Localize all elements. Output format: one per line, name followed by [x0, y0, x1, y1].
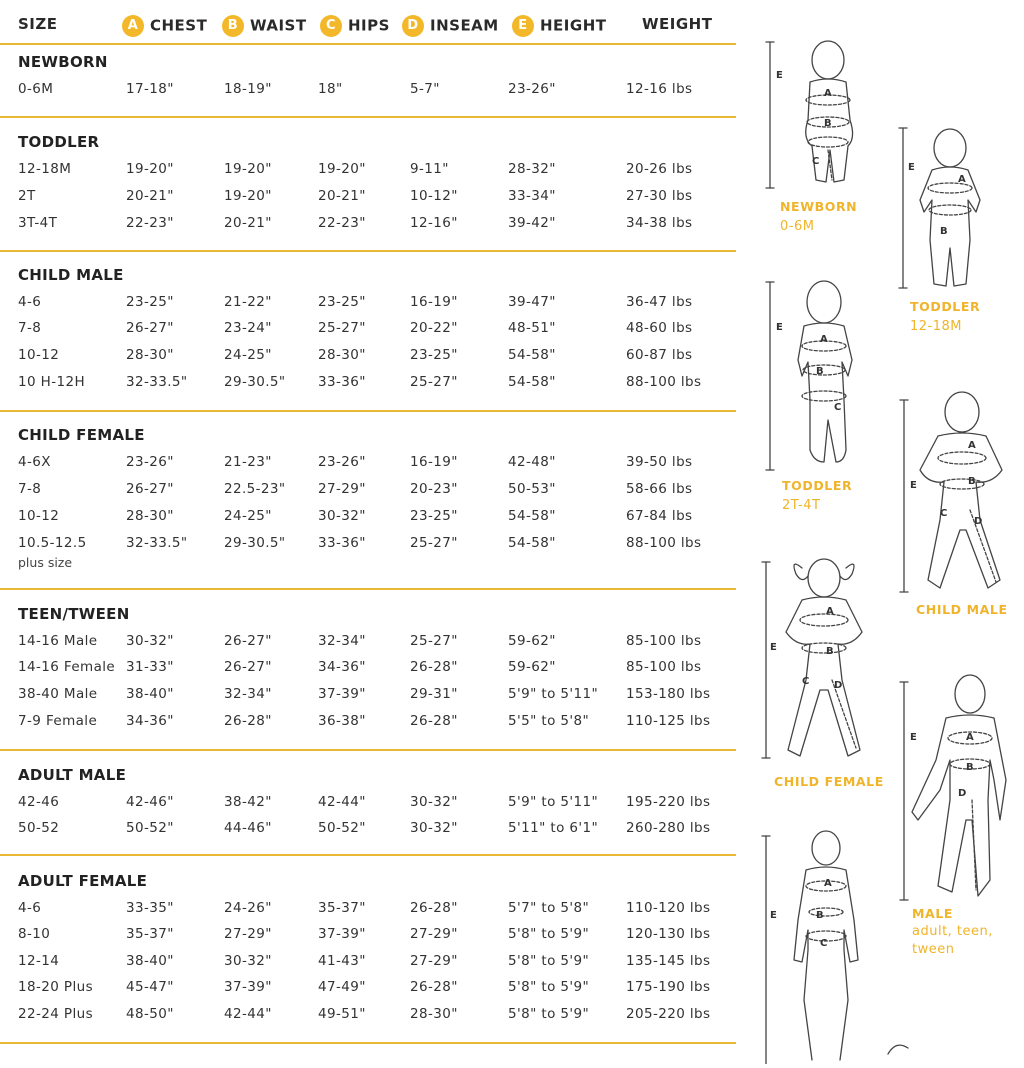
- cell-hips: 27-29": [318, 481, 366, 497]
- fig-label-e: E: [910, 732, 917, 743]
- cell-size: 12-14: [18, 953, 60, 969]
- cell-weight: 175-190 lbs: [626, 979, 711, 995]
- fig-label-a: A: [824, 878, 832, 889]
- figure-child-male: [900, 392, 1002, 592]
- cell-waist: 26-27": [224, 633, 272, 649]
- fig-label-d: D: [958, 788, 967, 799]
- section-divider: [0, 749, 736, 751]
- cell-waist: 19-20": [224, 161, 272, 177]
- table-row: [0, 454, 740, 474]
- cell-inseam: 30-32": [410, 794, 458, 810]
- cell-size: 10.5-12.5: [18, 535, 87, 551]
- fig-label-b: B: [824, 118, 832, 129]
- header-size: SIZE: [18, 15, 58, 33]
- cell-chest: 45-47": [126, 979, 174, 995]
- cell-weight: 88-100 lbs: [626, 374, 702, 390]
- table-row: [0, 161, 740, 181]
- figure-caption: MALE: [912, 906, 954, 921]
- cell-height: 5'11" to 6'1": [508, 820, 599, 836]
- cell-waist: 24-25": [224, 508, 272, 524]
- cell-inseam: 28-30": [410, 1006, 458, 1022]
- cell-chest: 23-26": [126, 454, 174, 470]
- cell-hips: 47-49": [318, 979, 366, 995]
- cell-weight: 27-30 lbs: [626, 188, 693, 204]
- section-divider: [0, 250, 736, 252]
- figure-caption: CHILD MALE: [916, 602, 1008, 617]
- cell-waist: 18-19": [224, 81, 272, 97]
- cell-height: 5'7" to 5'8": [508, 900, 590, 916]
- cell-weight: 67-84 lbs: [626, 508, 693, 524]
- cell-size: 10-12: [18, 508, 60, 524]
- row-note: plus size: [18, 555, 73, 570]
- table-row: [0, 953, 740, 973]
- section-title: CHILD MALE: [18, 266, 124, 284]
- cell-hips: 37-39": [318, 926, 366, 942]
- cell-height: 48-51": [508, 320, 556, 336]
- fig-label-a: A: [820, 334, 828, 345]
- cell-weight: 85-100 lbs: [626, 633, 702, 649]
- cell-height: 54-58": [508, 508, 556, 524]
- figure-subcaption: 0-6M: [780, 219, 815, 234]
- table-row: [0, 320, 740, 340]
- cell-hips: 19-20": [318, 161, 366, 177]
- fig-label-c: C: [820, 938, 828, 949]
- cell-waist: 22.5-23": [224, 481, 286, 497]
- cell-weight: 153-180 lbs: [626, 686, 711, 702]
- badge-e: E: [512, 15, 534, 37]
- header-waist-label: WAIST: [250, 16, 307, 35]
- cell-waist: 38-42": [224, 794, 272, 810]
- figure-subcaption: 12-18M: [910, 319, 962, 334]
- cell-hips: 50-52": [318, 820, 366, 836]
- cell-waist: 42-44": [224, 1006, 272, 1022]
- fig-label-e: E: [908, 162, 915, 173]
- badge-a: A: [122, 15, 144, 37]
- cell-chest: 35-37": [126, 926, 174, 942]
- cell-chest: 50-52": [126, 820, 174, 836]
- cell-chest: 26-27": [126, 320, 174, 336]
- cell-waist: 24-25": [224, 347, 272, 363]
- cell-height: 5'9" to 5'11": [508, 686, 599, 702]
- cell-size: 3T-4T: [18, 215, 58, 231]
- cell-weight: 58-66 lbs: [626, 481, 693, 497]
- cell-chest: 33-35": [126, 900, 174, 916]
- cell-inseam: 25-27": [410, 374, 458, 390]
- cell-height: 54-58": [508, 374, 556, 390]
- fig-label-c: C: [940, 508, 948, 519]
- cell-waist: 19-20": [224, 188, 272, 204]
- cell-weight: 88-100 lbs: [626, 535, 702, 551]
- table-row: [0, 633, 740, 653]
- cell-size: 10 H-12H: [18, 374, 86, 390]
- fig-label-e: E: [770, 642, 777, 653]
- cell-weight: 12-16 lbs: [626, 81, 693, 97]
- cell-hips: 23-26": [318, 454, 366, 470]
- cell-inseam: 27-29": [410, 953, 458, 969]
- cell-size: 42-46: [18, 794, 60, 810]
- cell-height: 5'8" to 5'9": [508, 926, 590, 942]
- cell-size: 2T: [18, 188, 36, 204]
- figure-child-female: [762, 559, 862, 758]
- fig-label-b: B: [816, 366, 824, 377]
- figure-caption: TODDLER: [782, 478, 853, 493]
- cell-chest: 32-33.5": [126, 374, 188, 390]
- header-inseam: [402, 15, 499, 37]
- cell-size: 7-8: [18, 481, 42, 497]
- cell-hips: 22-23": [318, 215, 366, 231]
- cell-height: 54-58": [508, 535, 556, 551]
- section-divider: [0, 1042, 736, 1044]
- cell-hips: 20-21": [318, 188, 366, 204]
- section-title: CHILD FEMALE: [18, 426, 145, 444]
- cell-size: 50-52: [18, 820, 60, 836]
- cell-waist: 21-22": [224, 294, 272, 310]
- header-waist: [222, 15, 307, 37]
- cell-chest: 38-40": [126, 953, 174, 969]
- cell-waist: 32-34": [224, 686, 272, 702]
- fig-label-a: A: [824, 88, 832, 99]
- cell-hips: 28-30": [318, 347, 366, 363]
- cell-inseam: 26-28": [410, 713, 458, 729]
- cell-chest: 26-27": [126, 481, 174, 497]
- figure-adult-female: [762, 831, 858, 1064]
- cell-inseam: 5-7": [410, 81, 440, 97]
- figure-subcaption-2: tween: [912, 942, 955, 957]
- cell-size: 10-12: [18, 347, 60, 363]
- cell-inseam: 9-11": [410, 161, 449, 177]
- cell-height: 59-62": [508, 633, 556, 649]
- cell-weight: 48-60 lbs: [626, 320, 693, 336]
- cell-waist: 27-29": [224, 926, 272, 942]
- cell-chest: 31-33": [126, 659, 174, 675]
- fig-label-c: C: [802, 676, 810, 687]
- cell-chest: 38-40": [126, 686, 174, 702]
- section-title: TODDLER: [18, 133, 100, 151]
- cell-height: 59-62": [508, 659, 556, 675]
- cell-hips: 18": [318, 81, 343, 97]
- header-weight: WEIGHT: [642, 15, 713, 33]
- cell-inseam: 27-29": [410, 926, 458, 942]
- cell-weight: 120-130 lbs: [626, 926, 711, 942]
- cell-chest: 22-23": [126, 215, 174, 231]
- section-title: ADULT MALE: [18, 766, 127, 784]
- cell-height: 39-42": [508, 215, 556, 231]
- cell-hips: 41-43": [318, 953, 366, 969]
- figure-subcaption: 2T-4T: [782, 498, 821, 513]
- fig-label-a: A: [966, 732, 974, 743]
- figure-toddler-12-18m: [899, 128, 980, 288]
- cell-size: 22-24 Plus: [18, 1006, 94, 1022]
- fig-label-e: E: [776, 70, 783, 81]
- cell-chest: 30-32": [126, 633, 174, 649]
- figure-caption: CHILD FEMALE: [774, 774, 884, 789]
- cell-inseam: 20-23": [410, 481, 458, 497]
- cell-size: 7-9 Female: [18, 713, 98, 729]
- figure-adult-male: [900, 675, 1006, 900]
- figure-caption: NEWBORN: [780, 199, 858, 214]
- cell-height: 5'8" to 5'9": [508, 979, 590, 995]
- cell-inseam: 23-25": [410, 508, 458, 524]
- table-row: [0, 713, 740, 733]
- cell-weight: 110-125 lbs: [626, 713, 711, 729]
- cell-size: 4-6X: [18, 454, 51, 470]
- fig-label-b: B: [940, 226, 948, 237]
- cell-size: 38-40 Male: [18, 686, 98, 702]
- cell-weight: 60-87 lbs: [626, 347, 693, 363]
- cell-chest: 34-36": [126, 713, 174, 729]
- header-height: [512, 15, 606, 37]
- cell-height: 23-26": [508, 81, 556, 97]
- cell-size: 14-16 Male: [18, 633, 98, 649]
- table-row: [0, 374, 740, 394]
- cell-chest: 23-25": [126, 294, 174, 310]
- badge-b: B: [222, 15, 244, 37]
- cell-hips: 25-27": [318, 320, 366, 336]
- table-row: [0, 900, 740, 920]
- cell-waist: 24-26": [224, 900, 272, 916]
- cell-size: 18-20 Plus: [18, 979, 94, 995]
- cell-weight: 20-26 lbs: [626, 161, 693, 177]
- cell-inseam: 10-12": [410, 188, 458, 204]
- cell-hips: 23-25": [318, 294, 366, 310]
- cell-chest: 28-30": [126, 508, 174, 524]
- fig-label-c: C: [812, 156, 820, 167]
- cell-inseam: 12-16": [410, 215, 458, 231]
- cell-inseam: 30-32": [410, 820, 458, 836]
- cell-hips: 35-37": [318, 900, 366, 916]
- cell-weight: 135-145 lbs: [626, 953, 711, 969]
- cell-hips: 30-32": [318, 508, 366, 524]
- cell-waist: 20-21": [224, 215, 272, 231]
- table-row: [0, 659, 740, 679]
- fig-label-e: E: [910, 480, 917, 491]
- table-row: [0, 926, 740, 946]
- cell-weight: 260-280 lbs: [626, 820, 711, 836]
- cell-size: 12-18M: [18, 161, 72, 177]
- cell-height: 28-32": [508, 161, 556, 177]
- table-row: [0, 686, 740, 706]
- cell-waist: 30-32": [224, 953, 272, 969]
- cell-hips: 32-34": [318, 633, 366, 649]
- figure-newborn: [766, 41, 853, 188]
- cell-waist: 23-24": [224, 320, 272, 336]
- fig-label-b: B: [968, 476, 976, 487]
- cell-chest: 28-30": [126, 347, 174, 363]
- figure-partial: [888, 1045, 908, 1054]
- cell-inseam: 25-27": [410, 633, 458, 649]
- cell-height: 5'8" to 5'9": [508, 1006, 590, 1022]
- cell-weight: 39-50 lbs: [626, 454, 693, 470]
- figure-toddler-2t-4t: [766, 281, 852, 470]
- table-row: [0, 979, 740, 999]
- header-chest-label: CHEST: [150, 16, 208, 35]
- fig-label-e: E: [770, 910, 777, 921]
- cell-weight: 85-100 lbs: [626, 659, 702, 675]
- cell-inseam: 20-22": [410, 320, 458, 336]
- cell-chest: 48-50": [126, 1006, 174, 1022]
- table-row: [0, 481, 740, 501]
- cell-height: 5'9" to 5'11": [508, 794, 599, 810]
- cell-weight: 110-120 lbs: [626, 900, 711, 916]
- cell-height: 5'8" to 5'9": [508, 953, 590, 969]
- cell-waist: 21-23": [224, 454, 272, 470]
- header-chest: [122, 15, 207, 37]
- table-row: [0, 820, 740, 840]
- table-row: [0, 215, 740, 235]
- cell-hips: 34-36": [318, 659, 366, 675]
- header-height-label: HEIGHT: [540, 16, 607, 35]
- cell-inseam: 26-28": [410, 659, 458, 675]
- cell-size: 8-10: [18, 926, 51, 942]
- cell-waist: 29-30.5": [224, 535, 286, 551]
- fig-label-e: E: [776, 322, 783, 333]
- cell-size: 4-6: [18, 900, 42, 916]
- cell-size: 4-6: [18, 294, 42, 310]
- cell-chest: 42-46": [126, 794, 174, 810]
- cell-size: 14-16 Female: [18, 659, 116, 675]
- fig-label-a: A: [958, 174, 966, 185]
- cell-height: 54-58": [508, 347, 556, 363]
- cell-hips: 49-51": [318, 1006, 366, 1022]
- cell-waist: 37-39": [224, 979, 272, 995]
- cell-inseam: 26-28": [410, 979, 458, 995]
- table-row: [0, 535, 740, 555]
- cell-height: 42-48": [508, 454, 556, 470]
- cell-hips: 37-39": [318, 686, 366, 702]
- cell-height: 5'5" to 5'8": [508, 713, 590, 729]
- fig-label-b: B: [816, 910, 824, 921]
- cell-inseam: 26-28": [410, 900, 458, 916]
- cell-inseam: 16-19": [410, 454, 458, 470]
- cell-waist: 26-27": [224, 659, 272, 675]
- table-row: [0, 794, 740, 814]
- cell-hips: 33-36": [318, 374, 366, 390]
- badge-d: D: [402, 15, 424, 37]
- cell-height: 50-53": [508, 481, 556, 497]
- cell-chest: 19-20": [126, 161, 174, 177]
- cell-waist: 26-28": [224, 713, 272, 729]
- fig-label-c: C: [834, 402, 842, 413]
- header-hips: [320, 15, 390, 37]
- measurement-figures: [740, 0, 1024, 1064]
- cell-inseam: 16-19": [410, 294, 458, 310]
- figure-subcaption: adult, teen,: [912, 924, 993, 939]
- table-row: [0, 188, 740, 208]
- header-hips-label: HIPS: [348, 16, 390, 35]
- section-divider: [0, 588, 736, 590]
- cell-weight: 195-220 lbs: [626, 794, 711, 810]
- cell-waist: 44-46": [224, 820, 272, 836]
- cell-inseam: 23-25": [410, 347, 458, 363]
- cell-size: 0-6M: [18, 81, 54, 97]
- cell-height: 33-34": [508, 188, 556, 204]
- header-row: [0, 0, 740, 46]
- cell-weight: 34-38 lbs: [626, 215, 693, 231]
- cell-height: 39-47": [508, 294, 556, 310]
- fig-label-d: D: [974, 516, 983, 527]
- figures-illustration: [740, 0, 1024, 1064]
- cell-chest: 32-33.5": [126, 535, 188, 551]
- table-row: [0, 294, 740, 314]
- cell-hips: 36-38": [318, 713, 366, 729]
- cell-hips: 33-36": [318, 535, 366, 551]
- section-title: TEEN/TWEEN: [18, 605, 130, 623]
- cell-inseam: 25-27": [410, 535, 458, 551]
- table-row: [0, 508, 740, 528]
- cell-waist: 29-30.5": [224, 374, 286, 390]
- section-title: ADULT FEMALE: [18, 872, 148, 890]
- fig-label-b: B: [966, 762, 974, 773]
- figure-caption: TODDLER: [910, 299, 981, 314]
- cell-inseam: 29-31": [410, 686, 458, 702]
- header-divider: [0, 43, 736, 45]
- cell-chest: 17-18": [126, 81, 174, 97]
- section-divider: [0, 116, 736, 118]
- section-title: NEWBORN: [18, 53, 108, 71]
- table-row: [0, 347, 740, 367]
- cell-hips: 42-44": [318, 794, 366, 810]
- cell-size: 7-8: [18, 320, 42, 336]
- fig-label-a: A: [826, 606, 834, 617]
- fig-label-a: A: [968, 440, 976, 451]
- header-inseam-label: INSEAM: [430, 16, 499, 35]
- badge-c: C: [320, 15, 342, 37]
- cell-chest: 20-21": [126, 188, 174, 204]
- section-divider: [0, 854, 736, 856]
- cell-weight: 205-220 lbs: [626, 1006, 711, 1022]
- section-divider: [0, 410, 736, 412]
- fig-label-d: D: [834, 680, 843, 691]
- cell-weight: 36-47 lbs: [626, 294, 693, 310]
- table-row: [0, 1006, 740, 1026]
- table-row: [0, 81, 740, 101]
- fig-label-b: B: [826, 646, 834, 657]
